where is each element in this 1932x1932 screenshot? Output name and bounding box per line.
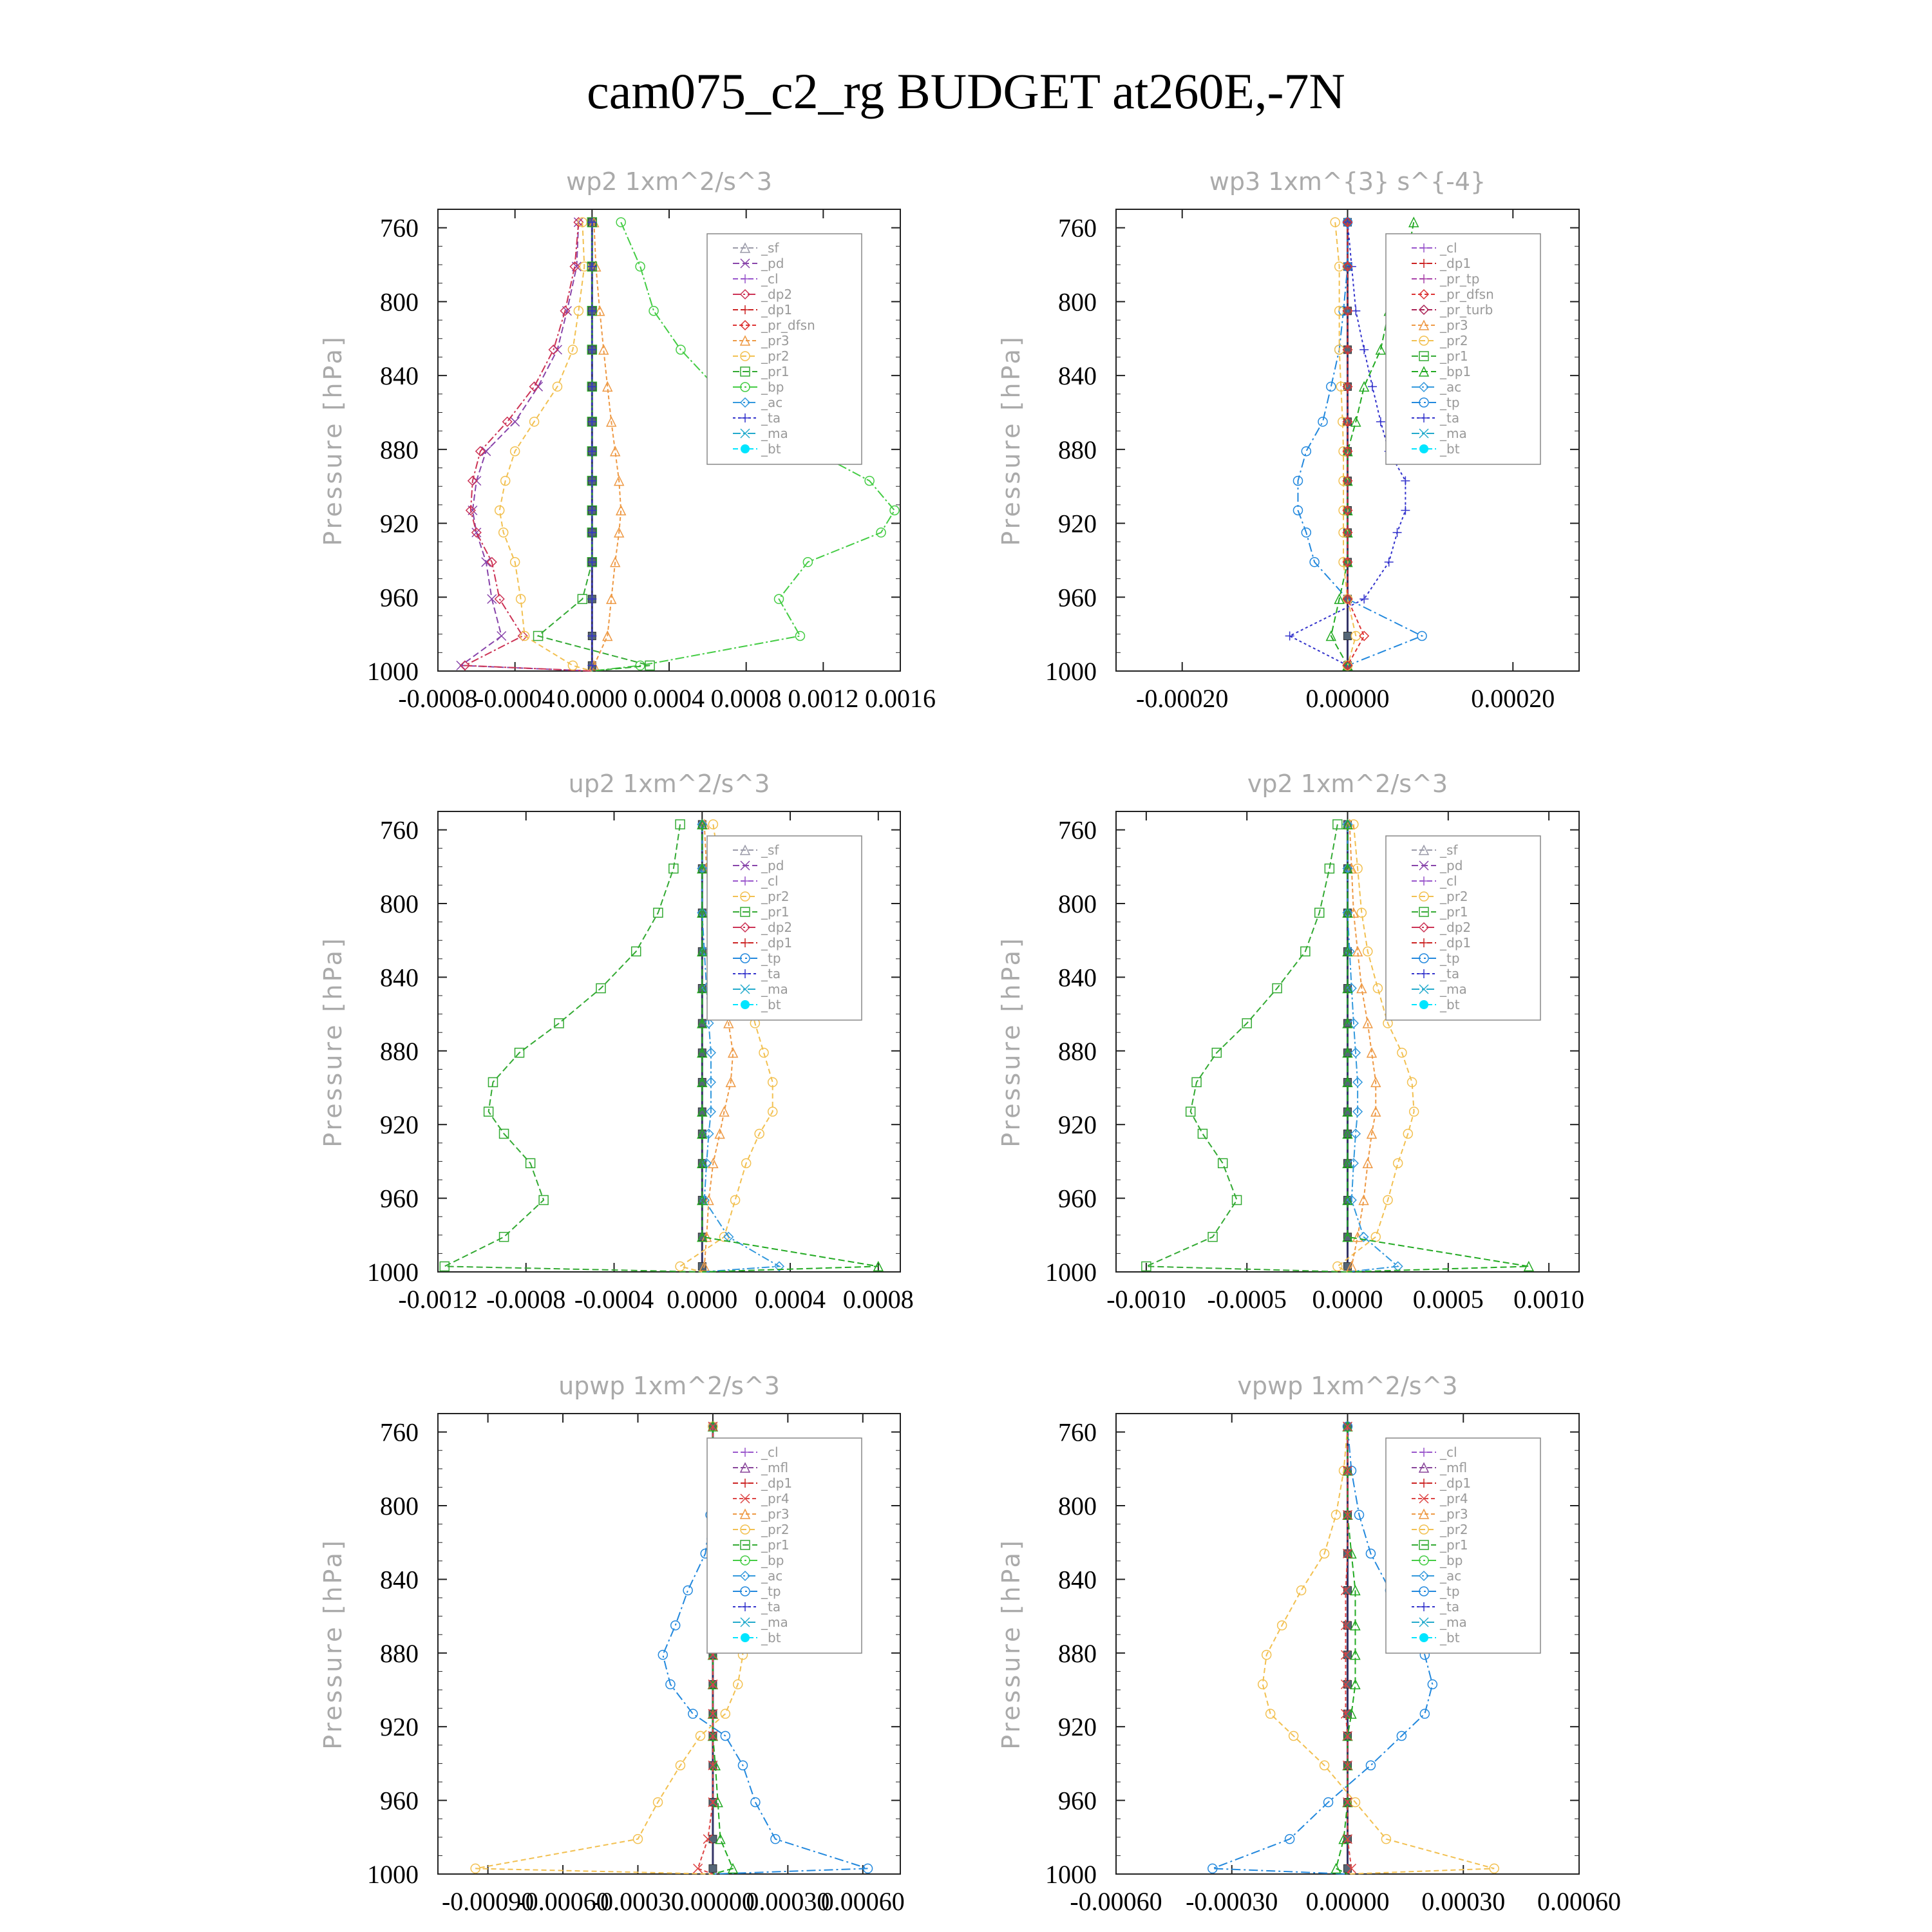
x-tick-label: 0.00000 — [670, 1887, 755, 1916]
legend-label: _pd — [761, 858, 784, 873]
y-axis-label: Pressure [hPa] — [997, 936, 1025, 1148]
legend-label: _ta — [1440, 410, 1460, 426]
legend-label: _cl — [761, 873, 779, 889]
legend-label: _pr3 — [1440, 317, 1468, 333]
legend-label: _ta — [761, 1599, 781, 1615]
y-tick-label: 1000 — [367, 657, 419, 686]
legend-label: _mfl — [1440, 1460, 1468, 1475]
x-tick-label: -0.00020 — [1136, 684, 1229, 713]
x-tick-label: 0.00000 — [1305, 684, 1390, 713]
legend-label: _ac — [1440, 379, 1462, 395]
legend-label: _pr2 — [761, 348, 790, 364]
panel-title: wp3 1xm^{3} s^{-4} — [1209, 167, 1486, 196]
legend-label: _dp2 — [761, 920, 793, 935]
legend-label: _pr_tp — [1440, 271, 1480, 287]
legend-label: _tp — [1440, 951, 1460, 966]
y-tick-label: 1000 — [1045, 1258, 1097, 1287]
legend-label: _sf — [1440, 842, 1458, 858]
legend-label: _tp — [1440, 395, 1460, 410]
zero-marker — [1344, 1680, 1352, 1688]
legend-label: _pr2 — [761, 889, 790, 904]
legend-label: _pr2 — [1440, 1522, 1468, 1537]
legend-label: _bt — [1440, 1630, 1460, 1645]
y-tick-label: 1000 — [1045, 657, 1097, 686]
y-tick-label: 760 — [1058, 1417, 1097, 1447]
legend-label: _dp1 — [1440, 256, 1472, 271]
zero-marker — [709, 1864, 717, 1872]
y-tick-label: 760 — [1058, 815, 1097, 845]
legend-label: _pr2 — [1440, 889, 1468, 904]
legend-label: _sf — [761, 842, 779, 858]
y-tick-label: 920 — [1058, 1712, 1097, 1742]
panel-title: up2 1xm^2/s^3 — [568, 770, 770, 798]
x-tick-label: -0.0005 — [1207, 1285, 1287, 1314]
zero-marker — [1344, 632, 1352, 640]
legend-label: _ta — [761, 410, 781, 426]
legend-label: _cl — [761, 1444, 779, 1460]
legend-marker — [1419, 444, 1428, 453]
legend-label: _ma — [1440, 426, 1467, 441]
y-tick-label: 840 — [380, 1565, 419, 1595]
legend-label: _ta — [1440, 1599, 1460, 1615]
x-tick-label: 0.0012 — [788, 684, 859, 713]
legend-label: _bp — [1440, 1553, 1463, 1568]
y-tick-label: 840 — [1058, 1565, 1097, 1595]
y-tick-label: 960 — [1058, 1786, 1097, 1815]
legend-label: _pr3 — [761, 1506, 790, 1522]
x-tick-label: 0.00060 — [820, 1887, 905, 1916]
y-tick-label: 960 — [380, 1786, 419, 1815]
x-tick-label: -0.00030 — [1186, 1887, 1278, 1916]
x-tick-label: 0.0008 — [842, 1285, 914, 1314]
legend-label: _dp1 — [1440, 1475, 1472, 1491]
legend-label: _pr1 — [1440, 904, 1468, 920]
y-tick-label: 880 — [380, 1638, 419, 1668]
x-tick-label: 0.0000 — [667, 1285, 738, 1314]
y-tick-label: 880 — [1058, 1036, 1097, 1066]
legend-label: _sf — [761, 240, 779, 256]
x-tick-label: 0.0004 — [755, 1285, 826, 1314]
x-tick-label: -0.0008 — [398, 684, 478, 713]
y-tick-label: 840 — [1058, 361, 1097, 391]
x-tick-label: -0.0004 — [574, 1285, 654, 1314]
y-tick-label: 840 — [380, 963, 419, 992]
legend-label: _dp1 — [761, 1475, 793, 1491]
y-tick-label: 960 — [1058, 583, 1097, 612]
legend-marker — [1419, 1000, 1428, 1009]
y-tick-label: 880 — [380, 1036, 419, 1066]
y-tick-label: 1000 — [367, 1860, 419, 1889]
legend-label: _ma — [1440, 1615, 1467, 1630]
legend-label: _ac — [761, 1568, 783, 1584]
y-tick-label: 920 — [1058, 1110, 1097, 1140]
legend-label: _pd — [1440, 858, 1463, 873]
y-tick-label: 840 — [380, 361, 419, 391]
x-tick-label: -0.00090 — [441, 1887, 535, 1916]
x-tick-label: -0.0004 — [475, 684, 555, 713]
x-tick-label: -0.0008 — [486, 1285, 566, 1314]
zero-marker — [1344, 1587, 1352, 1595]
y-axis-label: Pressure [hPa] — [997, 334, 1025, 546]
legend-marker — [1419, 1633, 1428, 1642]
panel-title: vpwp 1xm^2/s^3 — [1237, 1372, 1458, 1400]
x-tick-label: 0.0005 — [1412, 1285, 1484, 1314]
legend-label: _ac — [761, 395, 783, 410]
y-tick-label: 960 — [380, 583, 419, 612]
y-tick-label: 800 — [1058, 287, 1097, 317]
legend-label: _tp — [761, 1584, 781, 1599]
legend-label: _bp — [761, 379, 784, 395]
panel-title: wp2 1xm^2/s^3 — [566, 167, 772, 196]
y-tick-label: 960 — [1058, 1184, 1097, 1213]
legend-label: _pr2 — [1440, 333, 1468, 348]
y-axis-label: Pressure [hPa] — [319, 1538, 347, 1750]
legend-marker — [741, 444, 750, 453]
legend-label: _pr1 — [1440, 1537, 1468, 1553]
legend-label: _bt — [1440, 441, 1460, 457]
legend-marker — [741, 1633, 750, 1642]
panel-title: vp2 1xm^2/s^3 — [1247, 770, 1448, 798]
y-axis-label: Pressure [hPa] — [319, 334, 347, 546]
legend-marker — [741, 1000, 750, 1009]
legend-label: _pr1 — [1440, 348, 1468, 364]
legend-label: _bt — [761, 441, 781, 457]
y-tick-label: 800 — [1058, 889, 1097, 918]
x-tick-label: 0.00000 — [1305, 1887, 1390, 1916]
legend-label: _bt — [761, 1630, 781, 1645]
legend-label: _pr4 — [1440, 1491, 1468, 1506]
legend-label: _pr1 — [761, 1537, 790, 1553]
y-tick-label: 920 — [380, 509, 419, 538]
legend-label: _bt — [761, 997, 781, 1012]
legend-label: _tp — [1440, 1584, 1460, 1599]
x-tick-label: -0.00030 — [591, 1887, 685, 1916]
legend-label: _ma — [761, 981, 788, 997]
legend-label: _mfl — [761, 1460, 789, 1475]
x-tick-label: 0.0000 — [1312, 1285, 1383, 1314]
legend-label: _cl — [1440, 873, 1457, 889]
legend-label: _cl — [1440, 240, 1457, 256]
x-tick-label: 0.0010 — [1513, 1285, 1585, 1314]
x-tick-label: -0.0010 — [1106, 1285, 1186, 1314]
y-tick-label: 920 — [380, 1110, 419, 1140]
y-tick-label: 1000 — [367, 1258, 419, 1287]
x-tick-label: 0.00020 — [1471, 684, 1555, 713]
legend-label: _cl — [761, 271, 779, 287]
y-tick-label: 800 — [1058, 1492, 1097, 1520]
legend-label: _pr_dfsn — [1440, 287, 1494, 302]
legend-label: _dp2 — [761, 287, 793, 302]
legend-label: _dp1 — [761, 935, 793, 951]
legend-label: _ma — [1440, 981, 1467, 997]
legend-label: _ta — [1440, 966, 1460, 981]
panel-title: upwp 1xm^2/s^3 — [558, 1372, 780, 1400]
y-tick-label: 880 — [380, 435, 419, 464]
legend-label: _bp1 — [1440, 364, 1472, 379]
legend-label: _pr2 — [761, 1522, 790, 1537]
legend-label: _dp1 — [761, 302, 793, 317]
legend-label: _pr4 — [761, 1491, 790, 1506]
legend-label: _pr_dfsn — [761, 317, 815, 333]
legend-label: _pd — [761, 256, 784, 271]
legend-label: _pr3 — [761, 333, 790, 348]
y-tick-label: 1000 — [1045, 1860, 1097, 1889]
x-tick-label: -0.00060 — [516, 1887, 609, 1916]
zero-marker — [1344, 1651, 1352, 1659]
zero-marker — [1344, 1622, 1352, 1629]
y-tick-label: 880 — [1058, 435, 1097, 464]
y-axis-label: Pressure [hPa] — [997, 1538, 1025, 1750]
x-tick-label: 0.00030 — [746, 1887, 830, 1916]
legend-label: _dp1 — [1440, 935, 1472, 951]
x-tick-label: 0.0000 — [556, 684, 628, 713]
legend-label: _ma — [761, 1615, 788, 1630]
y-tick-label: 920 — [1058, 509, 1097, 538]
y-tick-label: 880 — [1058, 1638, 1097, 1668]
x-tick-label: -0.0012 — [398, 1285, 478, 1314]
legend-label: _bt — [1440, 997, 1460, 1012]
y-tick-label: 760 — [380, 1417, 419, 1447]
legend-label: _ma — [761, 426, 788, 441]
legend-label: _tp — [761, 951, 781, 966]
legend-label: _ac — [1440, 1568, 1462, 1584]
legend-label: _dp2 — [1440, 920, 1472, 935]
legend-label: _pr_turb — [1440, 302, 1493, 317]
x-tick-label: 0.0016 — [865, 684, 936, 713]
legend-label: _pr1 — [761, 904, 790, 920]
y-axis-label: Pressure [hPa] — [319, 936, 347, 1148]
x-tick-label: 0.00030 — [1421, 1887, 1506, 1916]
legend-label: _pr1 — [761, 364, 790, 379]
y-tick-label: 840 — [1058, 963, 1097, 992]
y-tick-label: 760 — [1058, 213, 1097, 243]
x-tick-label: 0.00060 — [1537, 1887, 1621, 1916]
legend-label: _pr3 — [1440, 1506, 1468, 1522]
x-tick-label: 0.0008 — [710, 684, 782, 713]
y-tick-label: 920 — [380, 1712, 419, 1742]
y-tick-label: 800 — [380, 1492, 419, 1520]
x-tick-label: 0.0004 — [634, 684, 705, 713]
legend-label: _bp — [761, 1553, 784, 1568]
y-tick-label: 760 — [380, 815, 419, 845]
y-tick-label: 960 — [380, 1184, 419, 1213]
legend-label: _cl — [1440, 1444, 1457, 1460]
x-tick-label: -0.00060 — [1070, 1887, 1162, 1916]
legend-label: _ta — [761, 966, 781, 981]
y-tick-label: 760 — [380, 213, 419, 243]
figure-title: cam075_c2_rg BUDGET at260E,-7N — [587, 63, 1345, 119]
y-tick-label: 800 — [380, 287, 419, 317]
y-tick-label: 800 — [380, 889, 419, 918]
